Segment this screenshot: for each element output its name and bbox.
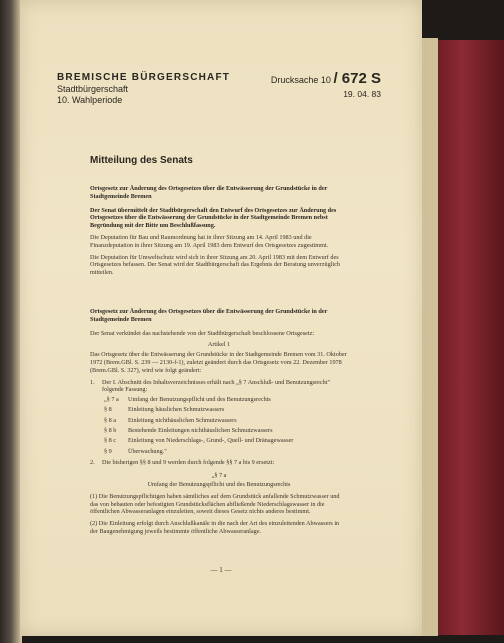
paragraph-number: „§ 7 a bbox=[211, 472, 227, 480]
page-number: — 1 — bbox=[210, 566, 232, 574]
amendment-list bbox=[90, 379, 348, 468]
section-title: Mitteilung des Senats bbox=[90, 155, 193, 166]
toc-paragraph: § 8 c bbox=[104, 437, 117, 445]
drucksache-number: / 672 S bbox=[333, 70, 381, 87]
org-subtitle: Stadtbürgerschaft bbox=[57, 84, 129, 94]
paragraph-title: Umfang der Benutzungspflicht und des Benutzungsrechts bbox=[147, 481, 291, 489]
toc-entries bbox=[104, 396, 348, 455]
artikel-heading: Artikel 1 bbox=[207, 341, 231, 349]
drucksache-line bbox=[256, 70, 381, 87]
paragraph-section-2: (2) Die Einleitung erfolgt durch Anschlußkanäle in die nach der Art des einzuleitenden Abwassers in der Baugenehmigung jeweils bestimmte öffentliche Abwasseranlage. bbox=[90, 520, 340, 536]
org-title: BREMISCHE BÜRGERSCHAFT bbox=[57, 72, 231, 83]
part2-heading: Ortsgesetz zur Änderung des Ortsgesetzes über die Entwässerung der Grundstücke in der Stadtgemeinde Bremen bbox=[90, 308, 328, 323]
part1-heading: Ortsgesetz zur Änderung des Ortsgesetzes über die Entwässerung der Grundstücke in der Stadtgemeinde Bremen bbox=[90, 185, 328, 200]
part1-block bbox=[90, 185, 348, 281]
toc-paragraph: „§ 7 a bbox=[104, 396, 119, 404]
toc-entry bbox=[104, 417, 348, 425]
list-item-text: Der I. Abschnitt des Inhaltsverzeichnisses erhält nach „§ 7 Anschluß- und Benutzungsrecht" folgende Fassung: bbox=[102, 378, 330, 394]
part1-paragraph-2: Die Deputation für Umweltschutz wird sich in ihrer Sitzung am 20. April 1983 mit dem Entwurf des Ortsgesetzes befassen. Der Senat wird der Stadtbürgerschaft das Ergebnis der Beratung unverzüglich mitteilen. bbox=[90, 253, 340, 277]
toc-entry bbox=[104, 396, 348, 404]
document-page bbox=[20, 0, 422, 636]
artikel-text: Das Ortsgesetz über die Entwässerung der Grundstücke in der Stadtgemeinde Bremen vom 31. Oktober 1972 (Brem.GBl. S. 239 — 2130-f-1), zuletzt geändert durch das Ortsgesetz vom 22. Dezember 1978 (Brem.GBl. S. 327), wird wie folgt geändert: bbox=[90, 351, 347, 374]
header-left bbox=[57, 72, 230, 105]
list-item bbox=[90, 379, 348, 395]
toc-paragraph: § 8 b bbox=[104, 427, 117, 435]
toc-paragraph: § 8 bbox=[104, 406, 112, 414]
document-date: 19. 04. 83 bbox=[343, 89, 381, 99]
toc-title: Umfang der Benutzungspflicht und des Benutzungsrechts bbox=[128, 396, 271, 404]
part2-intro: Der Senat verkündet das nachstehende von der Stadtbürgerschaft beschlossene Ortsgesetz: bbox=[90, 329, 315, 337]
toc-paragraph: § 9 bbox=[104, 447, 112, 455]
paragraph-section-1: (1) Die Benutzungspflichtigen haben sämtliches auf dem Grundstück anfallende Schmutzwasser und das von bebauten oder befestigten Grundstücksflächen abfließende Niederschlagswasser in die öffentlichen Abwasseranlagen einzuleiten, soweit dieses Gesetz nichts anderes bestimmt. bbox=[90, 492, 340, 516]
toc-entry bbox=[104, 427, 348, 435]
page-stack-edge bbox=[420, 38, 438, 636]
part2-block bbox=[90, 308, 348, 540]
toc-title: Bestehende Einleitungen nichthäuslichen Schmutzwassers bbox=[128, 427, 273, 435]
legislative-period: 10. Wahlperiode bbox=[57, 95, 123, 105]
list-item-text: Die bisherigen §§ 8 und 9 werden durch folgende §§ 7 a bis 9 ersetzt: bbox=[102, 459, 275, 467]
toc-title: Einleitung häuslichen Schmutzwassers bbox=[128, 406, 225, 414]
toc-title: Überwachung." bbox=[128, 447, 167, 455]
header-right bbox=[256, 70, 381, 99]
toc-entry bbox=[104, 437, 348, 445]
book-binding bbox=[434, 40, 504, 635]
part1-intro: Der Senat übermittelt der Stadtbürgerschaft den Entwurf des Ortsgesetzes zur Änderung des Ortsgesetzes über die Entwässerung der Grundstücke in der Stadtgemeinde Bremen nebst Begründung mit der Bitte um Beschlußfassung. bbox=[90, 206, 337, 230]
drucksache-label: Drucksache 10 bbox=[270, 75, 331, 85]
list-item-number: 1. bbox=[90, 378, 95, 386]
toc-paragraph: § 8 a bbox=[104, 416, 117, 424]
facing-page-edge bbox=[0, 0, 22, 643]
part1-paragraph-1: Die Deputation für Bau und Raumordnung hat in ihrer Sitzung am 14. April 1983 und die Finanzdeputation in ihrer Sitzung am 19. April 1983 dem Entwurf des Ortsgesetzes zugestimmt. bbox=[90, 233, 329, 249]
document-content bbox=[20, 0, 422, 636]
toc-title: Einleitung nichthäuslichen Schmutzwassers bbox=[128, 416, 237, 424]
list-item-number: 2. bbox=[90, 459, 95, 467]
list-item bbox=[90, 459, 348, 467]
toc-entry bbox=[104, 448, 348, 456]
toc-title: Einleitung von Niederschlags-, Grund-, Quell- und Dränagewasser bbox=[128, 437, 294, 445]
toc-entry bbox=[104, 406, 348, 414]
